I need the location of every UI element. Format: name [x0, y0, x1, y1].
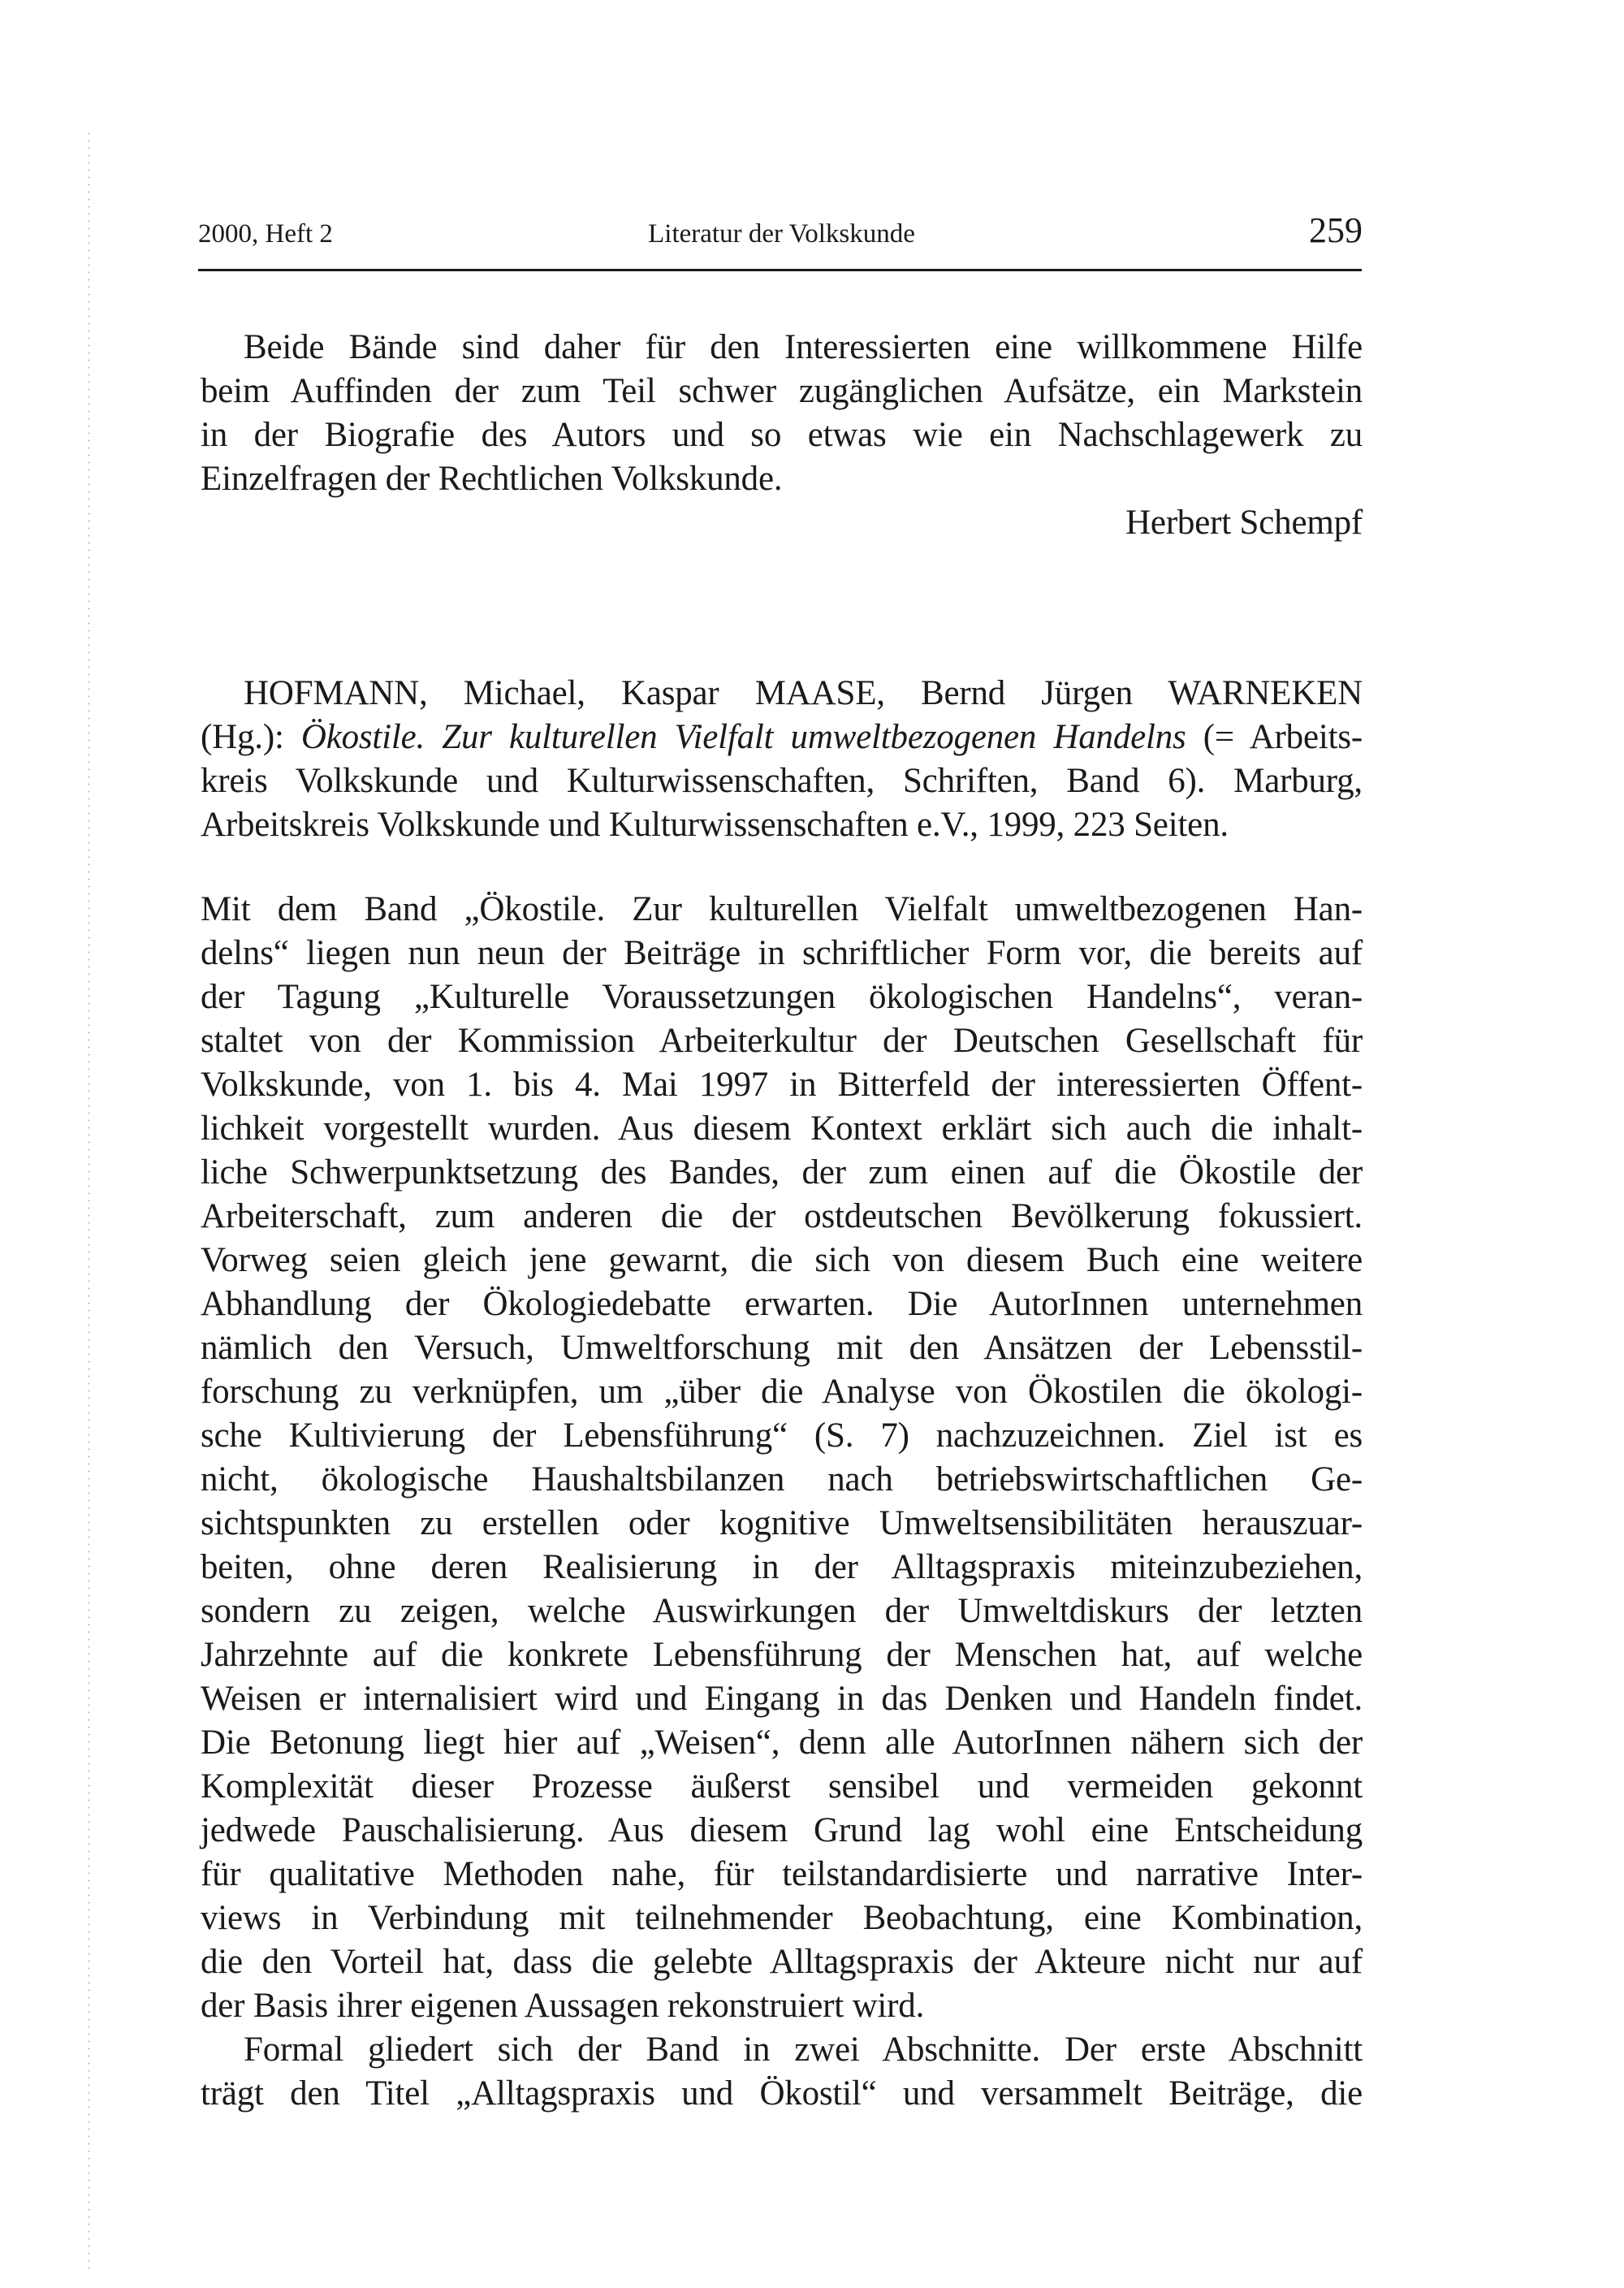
text-line: nämlich den Versuch, Umweltforschung mit den Ansätzen der Lebensstil- — [201, 1329, 1363, 1367]
text-line: staltet von der Kommission Arbeiterkultur der Deutschen Gesellschaft für — [201, 1022, 1363, 1060]
bib-series: kreis Volkskunde und Kulturwissenschaften, Schriften, Band 6). Marburg, — [201, 762, 1363, 800]
text-line: nicht, ökologische Haushaltsbilanzen nach betriebswirtschaftlichen Ge- — [201, 1460, 1363, 1499]
text-line: in der Biografie des Autors und so etwas wie ein Nachschlagewerk zu — [201, 416, 1363, 454]
text-line: Arbeiterschaft, zum anderen die der ostdeutschen Bevölkerung fokussiert. — [201, 1197, 1363, 1235]
section-title: Literatur der Volkskunde — [648, 219, 915, 249]
reviewer-signature: Herbert Schempf — [1125, 504, 1363, 542]
bib-publisher: Arbeitskreis Volkskunde und Kulturwissenschaften e.V., 1999, 223 Seiten. — [201, 806, 1229, 844]
text-line: die den Vorteil hat, dass die gelebte Alltagspraxis der Akteure nicht nur auf — [201, 1943, 1363, 1981]
running-head — [198, 210, 1363, 252]
text-line: beiten, ohne deren Realisierung in der Alltagspraxis miteinzubeziehen, — [201, 1548, 1363, 1586]
text-line: beim Auffinden der zum Teil schwer zugänglichen Aufsätze, ein Markstein — [201, 372, 1363, 410]
bib-editor-mark: (Hg.): — [201, 718, 301, 756]
text-line: forschung zu verknüpfen, um „über die Analyse von Ökostilen die ökologi- — [201, 1373, 1363, 1411]
header-rule — [198, 269, 1362, 271]
bib-title-line — [201, 715, 1363, 760]
text-line: lichkeit vorgestellt wurden. Aus diesem Kontext erklärt sich auch die inhalt- — [201, 1109, 1363, 1148]
text-line: views in Verbindung mit teilnehmender Beobachtung, eine Kombination, — [201, 1899, 1363, 1937]
issue-label: 2000, Heft 2 — [198, 219, 333, 249]
bib-authors: HOFMANN, Michael, Kaspar MAASE, Bernd Jürgen WARNEKEN — [244, 674, 1363, 712]
text-line: der Tagung „Kulturelle Voraussetzungen ökologischen Handelns“, veran- — [201, 978, 1363, 1016]
scan-binding-margin — [88, 130, 90, 2274]
text-line: Mit dem Band „Ökostile. Zur kulturellen Vielfalt umweltbezogenen Han- — [201, 890, 1363, 928]
text-line: sondern zu zeigen, welche Auswirkungen der Umweltdiskurs der letzten — [201, 1592, 1363, 1630]
text-line: Komplexität dieser Prozesse äußerst sensibel und vermeiden gekonnt — [201, 1767, 1363, 1806]
text-line: sche Kultivierung der Lebensführung“ (S. 7) nachzuzeichnen. Ziel ist es — [201, 1416, 1363, 1455]
text-line: delns“ liegen nun neun der Beiträge in schriftlicher Form vor, die bereits auf — [201, 934, 1363, 972]
text-line: sichtspunkten zu erstellen oder kognitive Umweltsensibilitäten herauszuar- — [201, 1504, 1363, 1542]
text-line: Formal gliedert sich der Band in zwei Abschnitte. Der erste Abschnitt — [244, 2031, 1363, 2069]
text-line: Beide Bände sind daher für den Interessierten eine willkommene Hilfe — [244, 328, 1363, 366]
text-line: für qualitative Methoden nahe, für teilstandardisierte und narrative Inter- — [201, 1855, 1363, 1893]
text-line: liche Schwerpunktsetzung des Bandes, der zum einen auf die Ökostile der — [201, 1153, 1363, 1192]
bib-book-title: Ökostile. Zur kulturellen Vielfalt umweltbezogenen Handelns — [300, 718, 1186, 756]
text-line: der Basis ihrer eigenen Aussagen rekonstruiert wird. — [201, 1987, 925, 2025]
text-line: Vorweg seien gleich jene gewarnt, die sich von diesem Buch eine weitere — [201, 1241, 1363, 1279]
text-line: Weisen er internalisiert wird und Eingang in das Denken und Handeln findet. — [201, 1680, 1363, 1718]
text-line: Einzelfragen der Rechtlichen Volkskunde. — [201, 460, 783, 498]
text-line: Die Betonung liegt hier auf „Weisen“, denn alle AutorInnen nähern sich der — [201, 1724, 1363, 1762]
text-line: Jahrzehnte auf die konkrete Lebensführung der Menschen hat, auf welche — [201, 1636, 1363, 1674]
text-line: Volkskunde, von 1. bis 4. Mai 1997 in Bitterfeld der interessierten Öffent- — [201, 1066, 1363, 1104]
text-line: trägt den Titel „Alltagspraxis und Ökostil“ und versammelt Beiträge, die — [201, 2074, 1363, 2113]
bib-series-start: (= Arbeits- — [1186, 718, 1363, 756]
text-line: Abhandlung der Ökologiedebatte erwarten. Die AutorInnen unternehmen — [201, 1285, 1363, 1323]
page-number: 259 — [1309, 210, 1363, 250]
text-line: jedwede Pauschalisierung. Aus diesem Grund lag wohl eine Entscheidung — [201, 1811, 1363, 1849]
